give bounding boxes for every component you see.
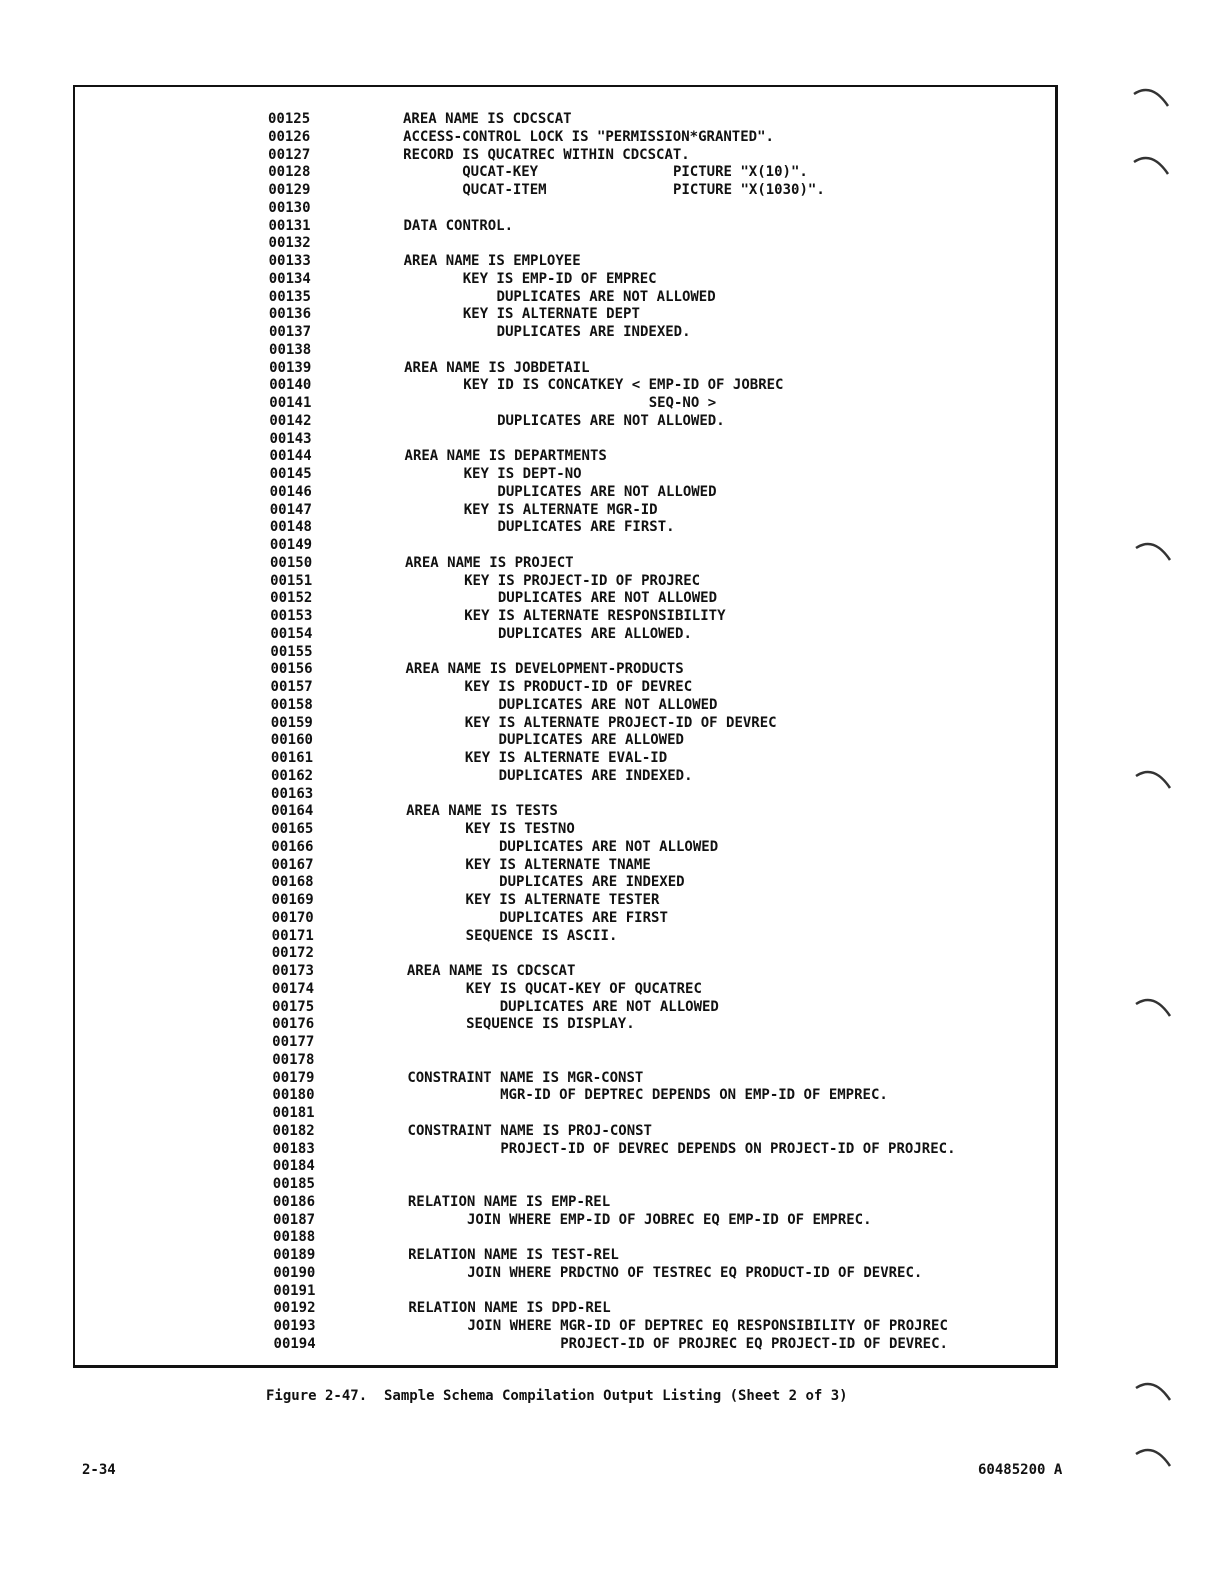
line-code: DUPLICATES ARE NOT ALLOWED xyxy=(405,590,718,607)
line-code: DUPLICATES ARE NOT ALLOWED xyxy=(405,696,718,713)
line-number: 00175 xyxy=(272,998,315,1015)
line-code: AREA NAME IS JOBDETAIL xyxy=(404,359,590,376)
binder-hole-icon xyxy=(1132,1374,1176,1412)
line-number: 00167 xyxy=(271,856,314,873)
line-number: 00140 xyxy=(269,377,312,394)
binder-hole-icon xyxy=(1130,80,1174,118)
line-number: 00134 xyxy=(268,270,311,287)
line-code: CONSTRAINT NAME IS MGR-CONST xyxy=(407,1069,644,1086)
line-code: KEY IS ALTERNATE PROJECT-ID OF DEVREC xyxy=(405,714,777,731)
line-code: DUPLICATES ARE FIRST xyxy=(406,909,668,926)
line-code: KEY ID IS CONCATKEY < EMP-ID OF JOBREC xyxy=(404,377,784,394)
line-code: KEY IS PRODUCT-ID OF DEVREC xyxy=(405,679,693,695)
line-code: DUPLICATES ARE NOT ALLOWED xyxy=(407,998,719,1015)
line-code: DUPLICATES ARE ALLOWED xyxy=(405,732,684,749)
line-code: AREA NAME IS PROJECT xyxy=(405,554,574,571)
line-code: SEQUENCE IS DISPLAY. xyxy=(407,1016,635,1033)
line-code: RELATION NAME IS DPD-REL xyxy=(408,1300,611,1317)
line-number: 00133 xyxy=(268,253,311,269)
line-code: KEY IS PROJECT-ID OF PROJREC xyxy=(405,572,701,589)
line-number: 00126 xyxy=(268,128,311,145)
line-code: KEY IS EMP-ID OF EMPREC xyxy=(403,270,657,287)
line-number: 00159 xyxy=(270,714,313,731)
line-number: 00165 xyxy=(271,821,314,837)
line-code: QUCAT-ITEM PICTURE "X(1030)". xyxy=(403,182,825,198)
line-number: 00131 xyxy=(268,217,311,234)
line-number: 00143 xyxy=(269,430,312,447)
line-code: AREA NAME IS EMPLOYEE xyxy=(403,253,581,269)
line-code: RELATION NAME IS TEST-REL xyxy=(408,1247,619,1263)
line-number: 00174 xyxy=(271,980,315,997)
line-code: JOIN WHERE EMP-ID OF JOBREC EQ EMP-ID OF EMPREC. xyxy=(407,1211,872,1228)
line-number: 00151 xyxy=(270,572,313,589)
line-number: 00177 xyxy=(272,1034,315,1050)
line-number: 00156 xyxy=(270,661,313,678)
line-number: 00127 xyxy=(268,146,311,163)
line-code: DUPLICATES ARE NOT ALLOWED xyxy=(404,483,717,500)
line-code: DUPLICATES ARE ALLOWED. xyxy=(405,625,692,642)
line-code: JOIN WHERE MGR-ID OF DEPTREC EQ RESPONSIBILITY OF PROJREC xyxy=(408,1318,948,1334)
line-number: 00173 xyxy=(271,963,314,979)
line-code: AREA NAME IS DEPARTMENTS xyxy=(404,448,607,465)
line-number: 00128 xyxy=(268,164,311,181)
line-number: 00169 xyxy=(271,892,314,908)
line-code: KEY IS ALTERNATE DEPT xyxy=(403,306,640,323)
line-code: AREA NAME IS CDCSCAT xyxy=(406,963,576,979)
line-number: 00168 xyxy=(271,874,314,891)
line-number: 00144 xyxy=(269,448,312,465)
line-number: 00147 xyxy=(269,501,312,518)
line-number: 00180 xyxy=(272,1087,315,1104)
line-number: 00130 xyxy=(268,199,311,216)
line-number: 00160 xyxy=(270,732,313,749)
line-number: 00164 xyxy=(271,803,314,820)
line-number: 00187 xyxy=(272,1211,316,1228)
line-number: 00176 xyxy=(272,1016,315,1033)
line-number: 00141 xyxy=(269,395,312,411)
line-number: 00162 xyxy=(270,767,314,784)
line-code: DUPLICATES ARE INDEXED. xyxy=(405,767,693,784)
line-number: 00163 xyxy=(271,785,314,802)
line-code: SEQ-NO > xyxy=(404,395,717,411)
figure-caption: Figure 2-47. Sample Schema Compilation Output Listing (Sheet 2 of 3) xyxy=(266,1388,848,1404)
line-code: RELATION NAME IS EMP-REL xyxy=(407,1193,611,1210)
line-number: 00179 xyxy=(272,1069,315,1086)
binder-hole-icon xyxy=(1132,990,1176,1028)
line-number: 00155 xyxy=(270,643,313,660)
binder-hole-icon xyxy=(1130,148,1174,186)
line-code: DUPLICATES ARE NOT ALLOWED xyxy=(406,838,719,855)
line-code: KEY IS ALTERNATE TESTER xyxy=(406,892,660,908)
line-number: 00178 xyxy=(272,1051,315,1068)
line-number: 00171 xyxy=(271,927,314,944)
document-number: 60485200 A xyxy=(978,1462,1063,1478)
line-code: AREA NAME IS CDCSCAT xyxy=(403,111,572,127)
line-code: AREA NAME IS TESTS xyxy=(406,803,558,820)
line-code: JOIN WHERE PRDCTNO OF TESTREC EQ PRODUCT-ID OF DEVREC. xyxy=(408,1264,923,1281)
line-number: 00125 xyxy=(268,111,311,127)
line-code: CONSTRAINT NAME IS PROJ-CONST xyxy=(407,1122,652,1139)
line-number: 00184 xyxy=(272,1158,315,1175)
line-number: 00136 xyxy=(268,306,312,323)
line-number: 00157 xyxy=(270,679,313,695)
line-number: 00185 xyxy=(272,1176,315,1192)
line-number: 00145 xyxy=(269,466,312,482)
line-number: 00172 xyxy=(271,945,314,962)
line-number: 00135 xyxy=(268,288,311,305)
line-code: DUPLICATES ARE NOT ALLOWED. xyxy=(404,412,725,429)
line-number: 00129 xyxy=(268,182,311,198)
line-number: 00152 xyxy=(270,590,313,607)
binder-hole-icon xyxy=(1132,534,1176,572)
binder-hole-icon xyxy=(1132,1440,1176,1478)
line-code: KEY IS QUCAT-KEY OF QUCATREC xyxy=(406,980,702,997)
line-number: 00149 xyxy=(269,537,313,553)
line-number: 00186 xyxy=(272,1193,316,1210)
line-code: DUPLICATES ARE NOT ALLOWED xyxy=(403,288,716,305)
line-number: 00132 xyxy=(268,235,311,252)
line-number: 00148 xyxy=(269,519,312,536)
line-number: 00158 xyxy=(270,696,313,713)
line-number: 00190 xyxy=(273,1264,316,1281)
binder-hole-icon xyxy=(1132,762,1176,800)
line-code: SEQUENCE IS ASCII. xyxy=(406,927,618,944)
line-number: 00182 xyxy=(272,1122,315,1139)
line-code: PROJECT-ID OF DEVREC DEPENDS ON PROJECT-ID OF PROJREC. xyxy=(407,1140,956,1157)
line-number: 00142 xyxy=(269,412,312,429)
line-number: 00139 xyxy=(269,359,312,376)
line-code: QUCAT-KEY PICTURE "X(10)". xyxy=(403,164,808,181)
page-number: 2-34 xyxy=(82,1462,116,1478)
line-code: PROJECT-ID OF PROJREC EQ PROJECT-ID OF DEVREC. xyxy=(408,1335,948,1352)
line-code: KEY IS ALTERNATE EVAL-ID xyxy=(405,750,668,766)
line-code: KEY IS ALTERNATE MGR-ID xyxy=(404,501,658,518)
line-code: DUPLICATES ARE FIRST. xyxy=(404,519,675,536)
line-number: 00194 xyxy=(273,1335,316,1352)
line-number: 00153 xyxy=(270,608,313,624)
line-code: MGR-ID OF DEPTREC DEPENDS ON EMP-ID OF EMPREC. xyxy=(407,1087,888,1104)
line-code: KEY IS TESTNO xyxy=(406,821,575,837)
line-number: 00150 xyxy=(270,554,313,571)
line-number: 00188 xyxy=(273,1229,316,1246)
line-number: 00183 xyxy=(272,1140,315,1157)
line-number: 00191 xyxy=(273,1282,316,1299)
line-number: 00161 xyxy=(270,750,314,766)
line-number: 00137 xyxy=(268,324,312,340)
line-number: 00192 xyxy=(273,1300,316,1317)
line-number: 00138 xyxy=(269,341,312,358)
line-number: 00154 xyxy=(270,625,313,642)
line-code: KEY IS DEPT-NO xyxy=(404,466,582,482)
line-number: 00189 xyxy=(273,1247,316,1263)
line-number: 00166 xyxy=(271,838,314,855)
line-number: 00181 xyxy=(272,1105,315,1121)
line-number: 00146 xyxy=(269,483,312,500)
line-code: KEY IS ALTERNATE TNAME xyxy=(406,856,651,873)
line-code: RECORD IS QUCATREC WITHIN CDCSCAT. xyxy=(403,146,690,163)
line-code: ACCESS-CONTROL LOCK IS "PERMISSION*GRANTED". xyxy=(403,128,774,145)
line-code: DATA CONTROL. xyxy=(403,217,514,234)
line-code: DUPLICATES ARE INDEXED. xyxy=(403,324,691,340)
line-code: KEY IS ALTERNATE RESPONSIBILITY xyxy=(405,608,726,624)
line-code: AREA NAME IS DEVELOPMENT-PRODUCTS xyxy=(405,661,684,678)
line-number: 00170 xyxy=(271,909,314,926)
line-number: 00193 xyxy=(273,1318,316,1334)
line-code: DUPLICATES ARE INDEXED xyxy=(406,874,685,891)
